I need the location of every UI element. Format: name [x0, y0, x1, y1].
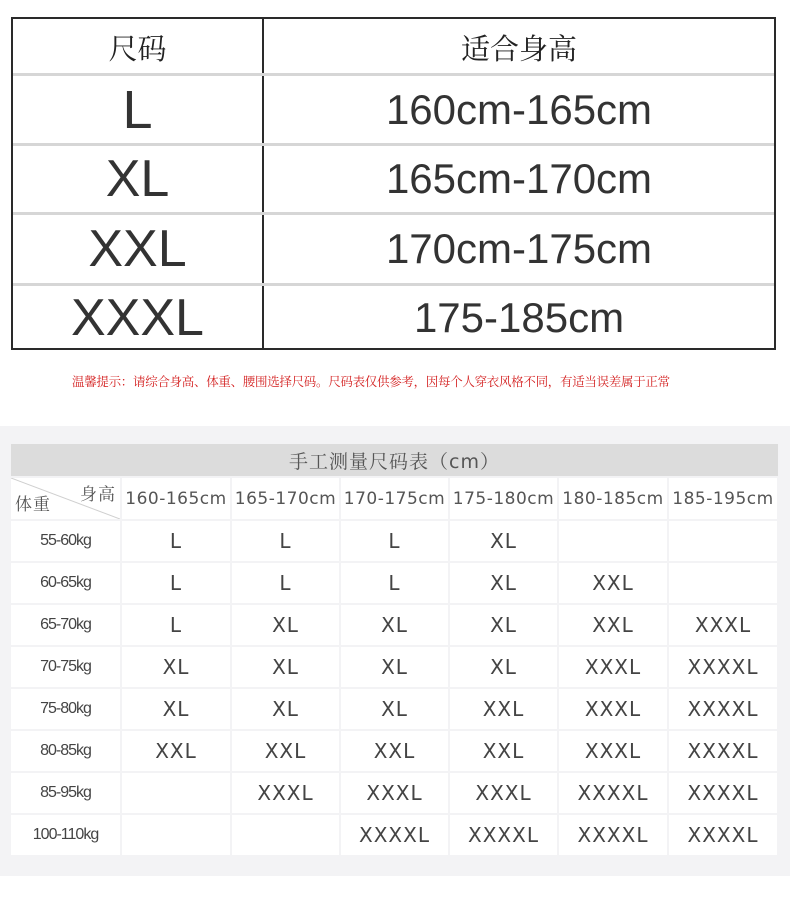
size-recommendation-cell: XXXL — [559, 647, 667, 687]
size-recommendation-cell — [122, 773, 230, 813]
weight-range-cell: 85-95kg — [11, 773, 120, 813]
size-recommendation-cell: L — [232, 521, 339, 561]
size-recommendation-cell — [122, 815, 230, 855]
size-recommendation-cell: XL — [450, 647, 557, 687]
height-header-cell — [264, 19, 774, 75]
size-recommendation-cell: XL — [232, 689, 339, 729]
height-cell — [264, 146, 774, 212]
weight-row — [11, 689, 779, 729]
size-recommendation-cell: XL — [450, 563, 557, 603]
size-header-label: 尺码 — [108, 31, 167, 66]
size-recommendation-cell: XL — [450, 605, 557, 645]
size-recommendation-cell: XXXL — [341, 773, 448, 813]
measurement-header-row — [11, 478, 779, 519]
size-recommendation-cell: XXL — [450, 731, 557, 771]
height-cell — [264, 76, 774, 144]
weight-row — [11, 521, 779, 561]
size-recommendation-cell: XXL — [450, 689, 557, 729]
size-recommendation-cell — [559, 521, 667, 561]
measurement-table-panel — [0, 426, 790, 876]
size-recommendation-cell — [669, 521, 777, 561]
sizing-tip: 温馨提示：请综合身高、体重、腰围选择尺码。尺码表仅供参考，因每个人穿衣风格不同，有适当误差属于正常 — [72, 374, 670, 389]
size-label: L — [122, 80, 153, 140]
height-column-header: 170-175cm — [341, 478, 448, 519]
size-recommendation-cell: XL — [341, 605, 448, 645]
size-height-table — [11, 17, 776, 350]
corner-cell — [11, 478, 120, 519]
size-recommendation-cell: XL — [450, 521, 557, 561]
size-recommendation-cell: XL — [341, 689, 448, 729]
size-recommendation-cell: XXXL — [450, 773, 557, 813]
weight-range-cell: 55-60kg — [11, 521, 120, 561]
weight-range-cell: 65-70kg — [11, 605, 120, 645]
height-column-header: 165-170cm — [232, 478, 339, 519]
size-recommendation-cell: XXXXL — [669, 689, 777, 729]
size-cell — [13, 286, 264, 350]
size-recommendation-cell: XXXL — [669, 605, 777, 645]
weight-range-cell: 60-65kg — [11, 563, 120, 603]
size-table-header-row — [13, 19, 774, 75]
size-row — [13, 215, 774, 283]
size-header-cell — [13, 19, 264, 75]
height-range: 170cm-175cm — [385, 225, 653, 272]
height-column-header: 180-185cm — [559, 478, 667, 519]
size-cell — [13, 76, 264, 144]
size-recommendation-cell: L — [122, 521, 230, 561]
weight-range-cell: 100-110kg — [11, 815, 120, 855]
size-row — [13, 286, 774, 350]
weight-row — [11, 605, 779, 645]
size-recommendation-cell: XL — [122, 647, 230, 687]
size-row — [13, 146, 774, 212]
size-recommendation-cell: XL — [122, 689, 230, 729]
size-recommendation-cell: XXL — [122, 731, 230, 771]
size-recommendation-cell: XXL — [232, 731, 339, 771]
size-label: XXL — [88, 220, 187, 278]
height-column-header: 175-180cm — [450, 478, 557, 519]
size-recommendation-cell: XXXXL — [669, 647, 777, 687]
size-cell — [13, 146, 264, 212]
weight-row — [11, 815, 779, 855]
size-recommendation-cell: XXL — [559, 605, 667, 645]
size-recommendation-cell: XXXXL — [341, 815, 448, 855]
size-recommendation-cell: L — [122, 605, 230, 645]
size-recommendation-cell: XXXL — [232, 773, 339, 813]
measurement-table-title: 手工测量尺码表（cm） — [11, 444, 778, 476]
weight-row — [11, 773, 779, 813]
weight-row — [11, 647, 779, 687]
size-recommendation-cell: L — [122, 563, 230, 603]
size-recommendation-cell: XXXL — [559, 689, 667, 729]
size-recommendation-cell: XL — [232, 605, 339, 645]
size-row — [13, 76, 774, 144]
size-recommendation-cell: XXXXL — [669, 773, 777, 813]
height-range: 160cm-165cm — [385, 86, 653, 133]
weight-row — [11, 731, 779, 771]
size-recommendation-cell: L — [341, 521, 448, 561]
height-cell — [264, 286, 774, 350]
weight-axis-label: 体重 — [15, 495, 51, 515]
weight-range-cell: 75-80kg — [11, 689, 120, 729]
size-recommendation-cell: XL — [232, 647, 339, 687]
height-cell — [264, 215, 774, 283]
weight-row — [11, 563, 779, 603]
weight-range-cell: 80-85kg — [11, 731, 120, 771]
size-recommendation-cell: XL — [341, 647, 448, 687]
size-recommendation-cell: XXXXL — [669, 731, 777, 771]
height-range: 165cm-170cm — [385, 155, 653, 202]
size-label: XL — [105, 150, 170, 208]
size-cell — [13, 215, 264, 283]
size-recommendation-cell: XXL — [559, 563, 667, 603]
size-recommendation-cell: XXXL — [559, 731, 667, 771]
size-recommendation-cell — [232, 815, 339, 855]
size-recommendation-cell: XXXXL — [450, 815, 557, 855]
size-recommendation-cell: XXXXL — [559, 773, 667, 813]
size-recommendation-cell: XXL — [341, 731, 448, 771]
size-recommendation-cell: L — [341, 563, 448, 603]
height-column-header: 185-195cm — [669, 478, 777, 519]
height-column-header: 160-165cm — [122, 478, 230, 519]
height-header-label: 适合身高 — [460, 31, 577, 66]
size-recommendation-cell: XXXXL — [669, 815, 777, 855]
size-recommendation-cell: XXXXL — [559, 815, 667, 855]
weight-range-cell: 70-75kg — [11, 647, 120, 687]
size-recommendation-cell — [669, 563, 777, 603]
size-label: XXXL — [71, 289, 204, 347]
height-axis-label: 身高 — [80, 485, 116, 505]
height-range: 175-185cm — [413, 294, 625, 341]
size-recommendation-cell: L — [232, 563, 339, 603]
